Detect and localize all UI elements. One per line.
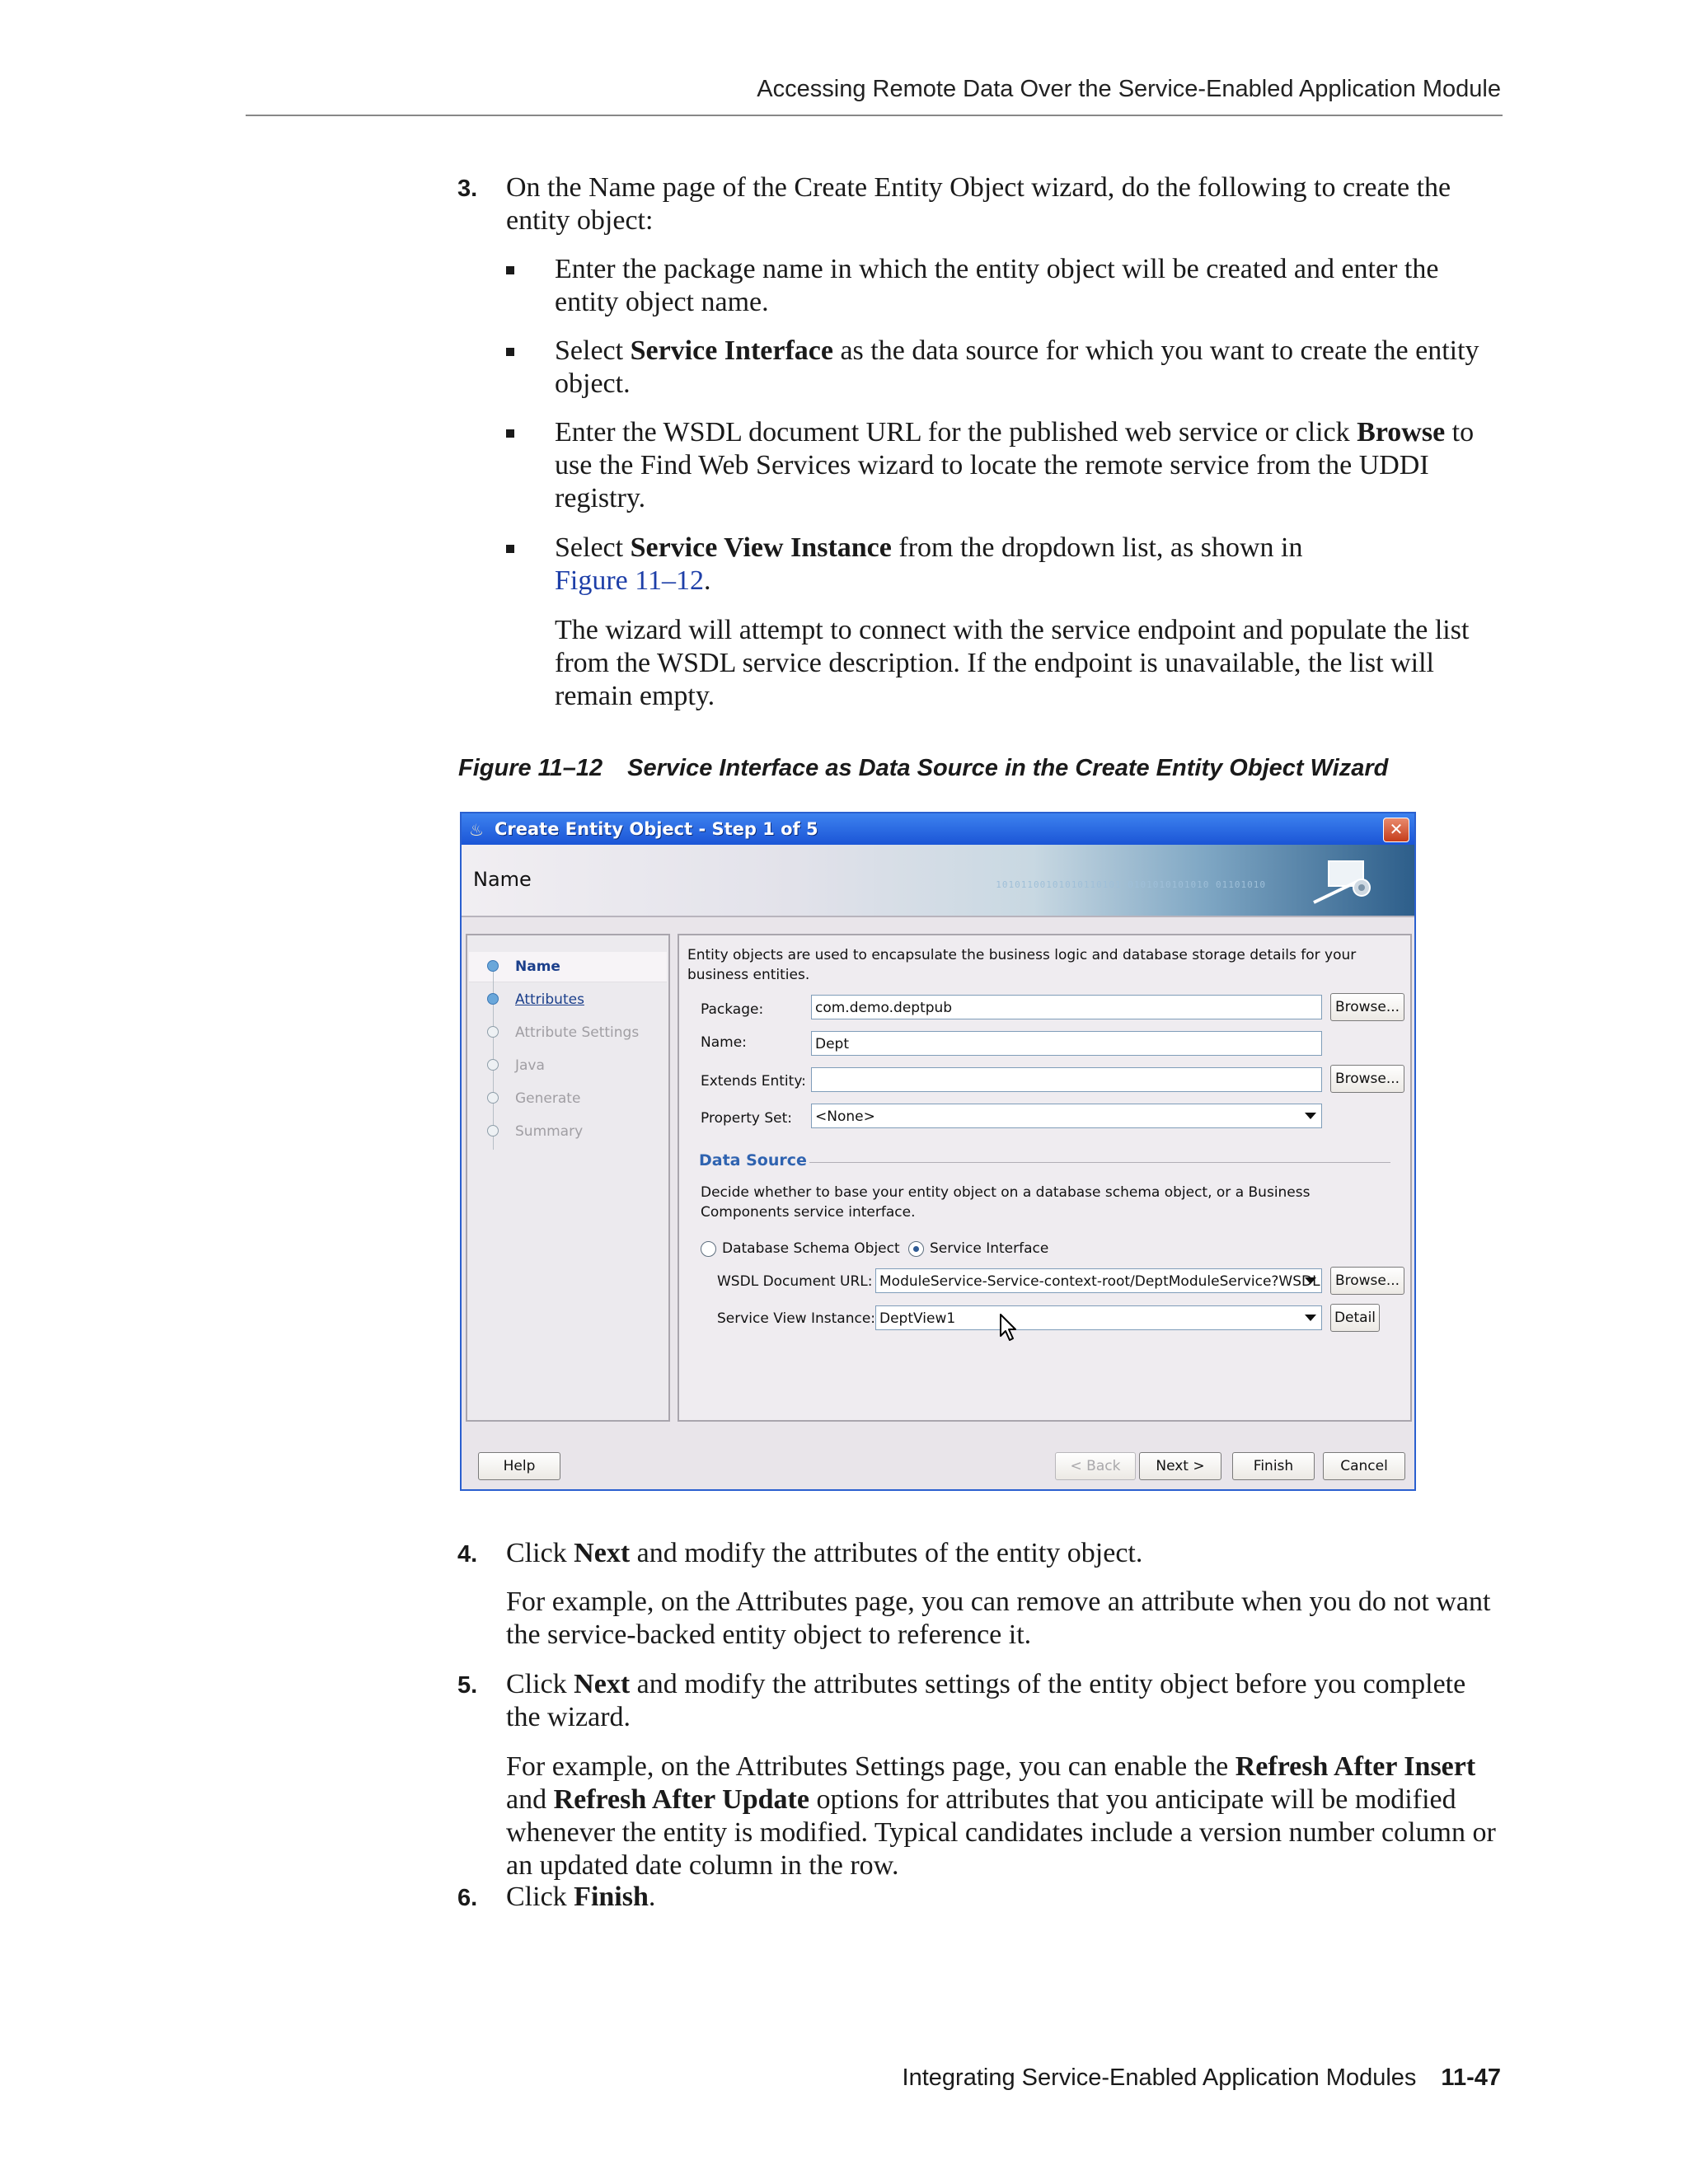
header-rule bbox=[246, 115, 1503, 116]
service-view-instance-value: DeptView1 bbox=[879, 1310, 956, 1327]
text-run: to use the Find Web Services wizard to locate the remote service from the UDDI registry. bbox=[555, 417, 1475, 513]
step-number: 5. bbox=[457, 1672, 478, 1699]
step-text: On the Name page of the Create Entity Object wizard, do the following to create the entity object: bbox=[506, 172, 1451, 236]
step-text bbox=[506, 1881, 1504, 1914]
radio-label: Database Schema Object bbox=[722, 1240, 900, 1257]
bold-term: Service View Instance bbox=[630, 532, 892, 563]
cancel-button[interactable]: Cancel bbox=[1323, 1452, 1405, 1480]
page-footer bbox=[903, 2064, 1501, 2092]
bold-term: Refresh After Update bbox=[553, 1784, 809, 1815]
dialog-titlebar[interactable] bbox=[462, 813, 1414, 845]
wizard-gear-icon bbox=[1311, 856, 1376, 906]
text-run: options for attributes that you anticipate will be modified whenever the entity is modified. Typical candidates include a version number column or an updated date column in the row. bbox=[506, 1784, 1496, 1881]
wizard-steps-panel bbox=[466, 934, 670, 1422]
text-run: Select bbox=[555, 335, 631, 366]
text-run: and bbox=[506, 1784, 554, 1815]
banner-title: Name bbox=[473, 868, 532, 891]
bullet-marker bbox=[506, 266, 514, 274]
step-number: 6. bbox=[457, 1885, 478, 1911]
bullet-text bbox=[555, 416, 1503, 515]
extends-entity-input[interactable] bbox=[811, 1067, 1322, 1092]
dropdown-arrow-icon bbox=[1305, 1113, 1316, 1119]
package-browse-button[interactable]: Browse... bbox=[1330, 993, 1404, 1021]
bold-term: Next bbox=[574, 1538, 631, 1568]
step-text bbox=[506, 1668, 1504, 1734]
dropdown-arrow-icon bbox=[1305, 1277, 1316, 1284]
text-run: and modify the attributes settings of the entity object before you complete the wizard. bbox=[506, 1669, 1466, 1732]
text-run: Enter the WSDL document URL for the published web service or click bbox=[555, 417, 1357, 448]
step-4-example: For example, on the Attributes page, you can remove an attribute when you do not want the service-backed entity object to reference it. bbox=[506, 1586, 1491, 1650]
next-button[interactable]: Next > bbox=[1139, 1452, 1221, 1480]
wsdl-url-value: ModuleService-Service-context-root/DeptModuleService?WSDL bbox=[879, 1273, 1320, 1290]
help-button[interactable]: Help bbox=[478, 1452, 560, 1480]
bullet-text: Enter the package name in which the entity object will be created and enter the entity object name. bbox=[555, 254, 1439, 317]
step-indicator-icon bbox=[487, 960, 499, 972]
bullet-marker bbox=[506, 429, 514, 438]
text-run: Click bbox=[506, 1669, 574, 1699]
text-run: and modify the attributes of the entity object. bbox=[630, 1538, 1143, 1568]
dropdown-arrow-icon bbox=[1305, 1315, 1316, 1321]
finish-button[interactable]: Finish bbox=[1232, 1452, 1315, 1480]
wizard-banner bbox=[462, 845, 1414, 917]
name-label: Name: bbox=[701, 1034, 747, 1051]
step-indicator-icon bbox=[487, 1125, 499, 1137]
radio-circle-icon bbox=[701, 1241, 716, 1257]
step-indicator-icon bbox=[487, 1092, 499, 1104]
section-divider bbox=[809, 1162, 1390, 1163]
page-number: 11-47 bbox=[1441, 2064, 1501, 2091]
text-run: . bbox=[704, 565, 711, 596]
package-input[interactable]: com.demo.deptpub bbox=[811, 995, 1322, 1019]
wizard-content-panel bbox=[678, 934, 1412, 1422]
radio-circle-icon bbox=[908, 1241, 924, 1257]
bullet-marker bbox=[506, 348, 514, 356]
running-header: Accessing Remote Data Over the Service-Enabled Application Module bbox=[757, 76, 1501, 102]
banner-binary-text: 10101100101010110101 0101010101010 01101010 bbox=[996, 879, 1266, 890]
service-view-instance-label: Service View Instance: bbox=[717, 1310, 876, 1327]
app-icon: ♨ bbox=[469, 820, 484, 840]
property-set-value: <None> bbox=[815, 1108, 875, 1125]
bold-term: Service Interface bbox=[630, 335, 833, 366]
mouse-pointer-icon bbox=[999, 1313, 1017, 1343]
nav-step-label: Generate bbox=[515, 1090, 581, 1107]
bold-term: Refresh After Insert bbox=[1235, 1751, 1476, 1782]
text-run: Click bbox=[506, 1538, 574, 1568]
text-run: For example, on the Attributes Settings page, you can enable the bbox=[506, 1751, 1236, 1782]
step-indicator-icon bbox=[487, 993, 499, 1005]
create-entity-dialog bbox=[460, 812, 1416, 1491]
bullet-note: The wizard will attempt to connect with the service endpoint and populate the list from the WSDL service description. If the endpoint is unavailable, the list will remain empty. bbox=[555, 615, 1470, 711]
step-number: 3. bbox=[457, 176, 478, 202]
step-text bbox=[506, 1537, 1504, 1570]
property-set-dropdown[interactable] bbox=[811, 1104, 1322, 1128]
bullet-text bbox=[555, 335, 1503, 401]
dialog-title: Create Entity Object - Step 1 of 5 bbox=[495, 819, 818, 839]
nav-step-label: Java bbox=[515, 1057, 545, 1074]
current-step-highlight bbox=[469, 952, 667, 982]
data-source-title: Data Source bbox=[699, 1151, 807, 1169]
property-set-label: Property Set: bbox=[701, 1110, 792, 1127]
figure-caption-text: Service Interface as Data Source in the Create Entity Object Wizard bbox=[627, 755, 1389, 781]
figure-link[interactable]: Figure 11–12 bbox=[555, 565, 705, 596]
bullet-text bbox=[555, 532, 1503, 598]
nav-step-label: Attributes bbox=[515, 991, 584, 1008]
step-number: 4. bbox=[457, 1541, 478, 1568]
package-label: Package: bbox=[701, 1001, 764, 1018]
name-input[interactable]: Dept bbox=[811, 1031, 1322, 1056]
nav-step-label: Name bbox=[515, 958, 560, 975]
nav-step-label: Attribute Settings bbox=[515, 1024, 640, 1041]
bold-term: Browse bbox=[1357, 417, 1446, 448]
nav-step-label: Summary bbox=[515, 1123, 584, 1140]
text-run: from the dropdown list, as shown in bbox=[891, 532, 1303, 563]
service-view-instance-dropdown[interactable] bbox=[875, 1305, 1322, 1330]
figure-caption bbox=[458, 755, 1388, 782]
figure-label: Figure 11–12 bbox=[458, 755, 603, 781]
wsdl-browse-button[interactable]: Browse... bbox=[1330, 1267, 1404, 1295]
text-run: Click bbox=[506, 1882, 574, 1912]
back-button[interactable]: < Back bbox=[1055, 1452, 1136, 1480]
close-button[interactable] bbox=[1383, 818, 1409, 842]
step-indicator-icon bbox=[487, 1059, 499, 1071]
wsdl-url-dropdown[interactable] bbox=[875, 1268, 1322, 1293]
step-5-example bbox=[506, 1750, 1503, 1882]
radio-label: Service Interface bbox=[930, 1240, 1049, 1257]
bold-term: Next bbox=[574, 1669, 631, 1699]
close-icon: ✕ bbox=[1389, 819, 1404, 839]
detail-button[interactable]: Detail bbox=[1330, 1304, 1380, 1332]
wsdl-url-label: WSDL Document URL: bbox=[717, 1273, 873, 1290]
extends-entity-label: Extends Entity: bbox=[701, 1073, 806, 1090]
bullet-marker bbox=[506, 545, 514, 553]
step-indicator-icon bbox=[487, 1026, 499, 1038]
footer-title: Integrating Service-Enabled Application Modules bbox=[902, 2064, 1417, 2091]
text-run: as the data source for which you want to create the entity object. bbox=[555, 335, 1479, 399]
panel-description: Entity objects are used to encapsulate the business logic and database storage details for your business entities. bbox=[687, 947, 1357, 983]
bold-term: Finish bbox=[574, 1882, 649, 1912]
text-run: Select bbox=[555, 532, 631, 563]
data-source-description: Decide whether to base your entity object on a database schema object, or a Business Components service interface. bbox=[701, 1184, 1311, 1221]
text-run: . bbox=[648, 1882, 656, 1912]
extends-browse-button[interactable]: Browse... bbox=[1330, 1065, 1404, 1093]
